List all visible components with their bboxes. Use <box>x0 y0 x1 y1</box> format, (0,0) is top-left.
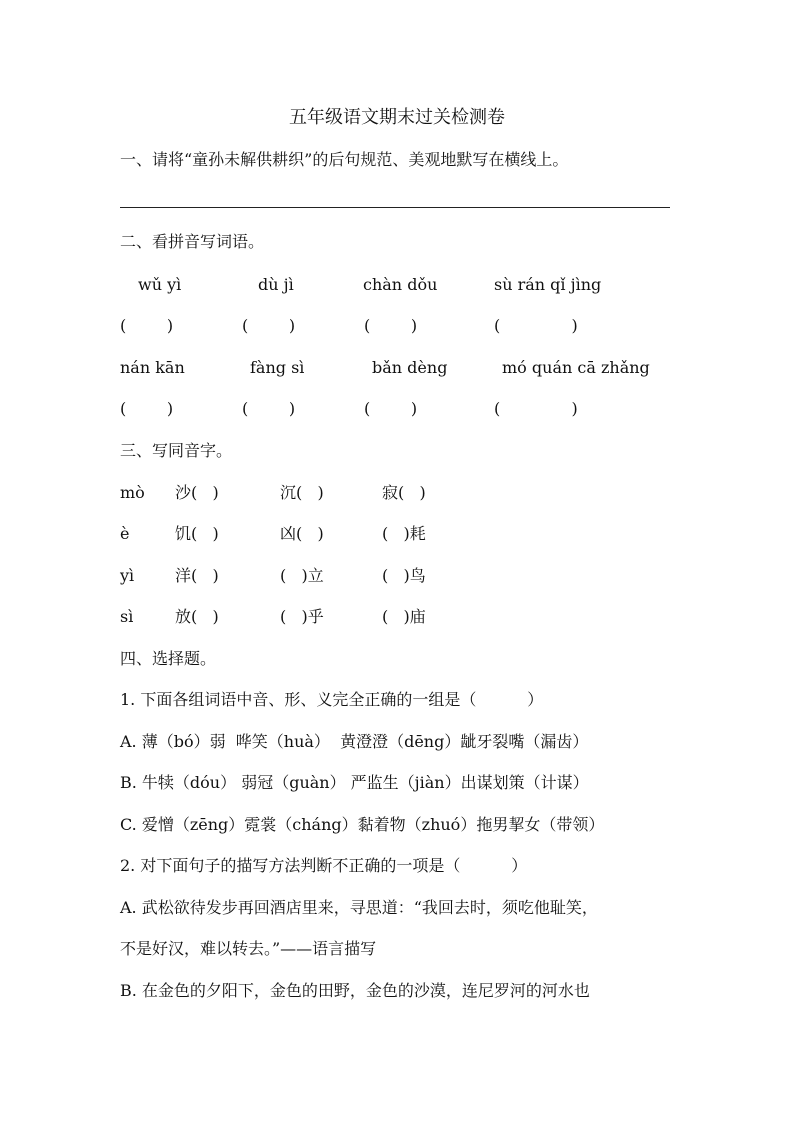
homophone-item: 饥( ) <box>175 524 219 543</box>
answer-blank: ( ) <box>364 316 418 335</box>
question-1-option-c: C. 爱憎（zēng）霓裳（cháng）黏着物（zhuó）拖男挈女（带领） <box>120 815 605 834</box>
question-2-option-b: B. 在金色的夕阳下，金色的田野，金色的沙漠，连尼罗河的河水也 <box>120 981 590 1000</box>
page-title: 五年级语文期末过关检测卷 <box>289 107 505 128</box>
homophone-item: ( )耗 <box>382 524 426 543</box>
homophone-item: ( )立 <box>280 566 324 585</box>
answer-blank: ( ) <box>242 399 296 418</box>
question-1-option-b: B. 牛犊（dóu） 弱冠（guàn） 严监生（jiàn）出谋划策（计谋） <box>120 773 589 792</box>
homophone-item: ( )乎 <box>280 607 324 626</box>
homophone-pinyin: yì <box>120 566 135 585</box>
pinyin-item: wǔ yì <box>138 275 182 294</box>
homophone-item: 放( ) <box>175 607 219 626</box>
question-2-stem: 2. 对下面句子的描写方法判断不正确的一项是（ ） <box>120 856 528 875</box>
pinyin-item: chàn dǒu <box>363 275 438 294</box>
pinyin-item: sù rán qǐ jìng <box>494 275 602 294</box>
pinyin-item: bǎn dèng <box>372 358 448 377</box>
pinyin-item: mó quán cā zhǎng <box>502 358 650 377</box>
answer-blank: ( ) <box>494 316 578 335</box>
answer-blank: ( ) <box>242 316 296 335</box>
homophone-item: 沉( ) <box>280 483 324 502</box>
section4-heading: 四、选择题。 <box>120 649 217 668</box>
pinyin-item: dù jì <box>258 275 294 294</box>
answer-blank: ( ) <box>364 399 418 418</box>
question-1-option-a: A. 薄（bó）弱 哗笑（huà） 黄澄澄（dēng）龇牙裂嘴（漏齿） <box>120 732 589 751</box>
homophone-item: ( )庙 <box>382 607 426 626</box>
homophone-pinyin: è <box>120 524 130 543</box>
answer-blank: ( ) <box>494 399 578 418</box>
pinyin-item: fàng sì <box>250 358 305 377</box>
homophone-pinyin: mò <box>120 483 145 502</box>
homophone-item: 洋( ) <box>175 566 219 585</box>
answer-line <box>120 207 670 208</box>
section3-heading: 三、写同音字。 <box>120 441 233 460</box>
question-2-option-a-cont: 不是好汉，难以转去。”——语言描写 <box>120 939 377 958</box>
section2-heading: 二、看拼音写词语。 <box>120 232 265 251</box>
homophone-pinyin: sì <box>120 607 134 626</box>
homophone-item: ( )鸟 <box>382 566 426 585</box>
homophone-item: 沙( ) <box>175 483 219 502</box>
question-1-stem: 1. 下面各组词语中音、形、义完全正确的一组是（ ） <box>120 690 544 709</box>
section1-heading: 一、请将“童孙未解供耕织”的后句规范、美观地默写在横线上。 <box>120 150 569 169</box>
question-2-option-a: A. 武松欲待发步再回酒店里来，寻思道：“我回去时，须吃他耻笑， <box>120 898 598 917</box>
homophone-item: 凶( ) <box>280 524 324 543</box>
pinyin-item: nán kān <box>120 358 185 377</box>
answer-blank: ( ) <box>120 316 174 335</box>
answer-blank: ( ) <box>120 399 174 418</box>
homophone-item: 寂( ) <box>382 483 426 502</box>
